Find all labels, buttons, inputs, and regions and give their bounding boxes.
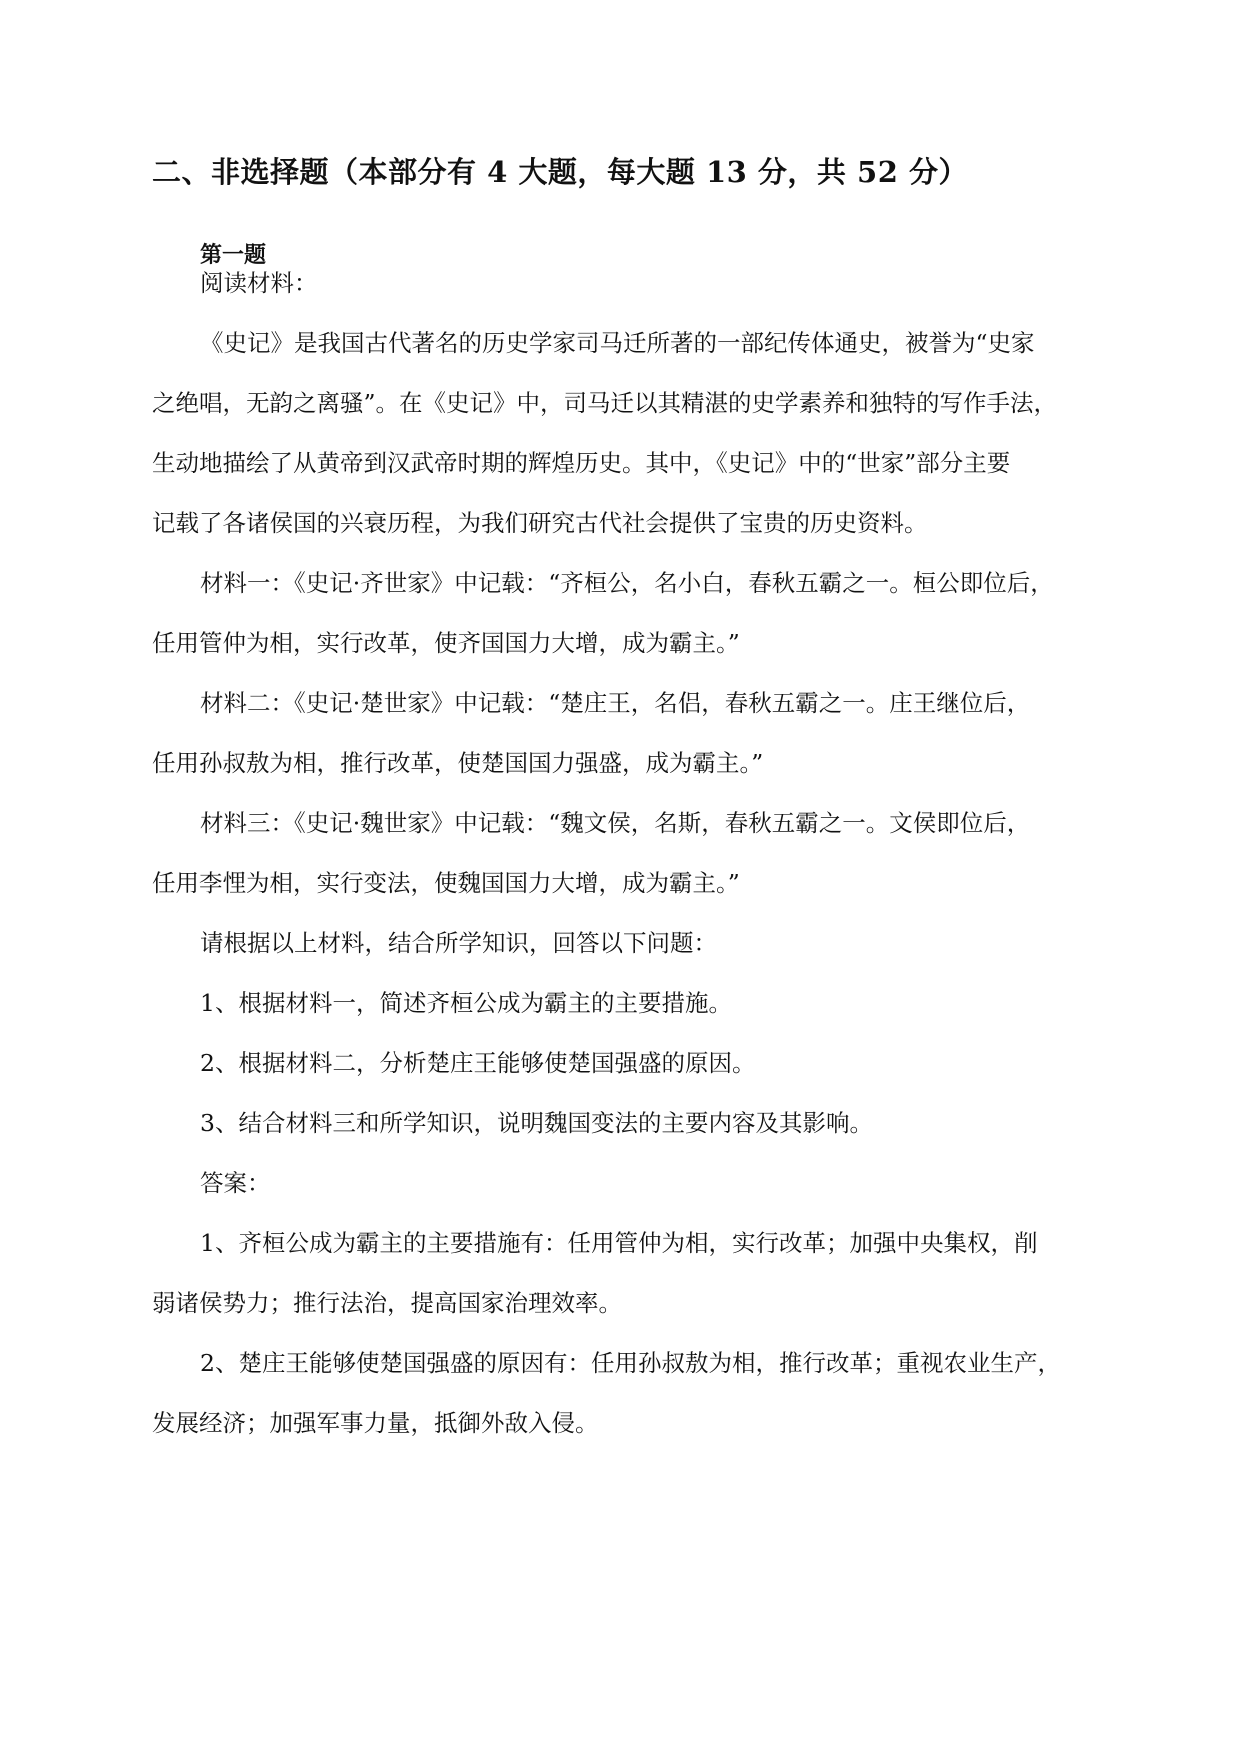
material-1-line: 材料一：《史记·齐世家》中记载：“齐桓公，名小白，春秋五霸之一。桓公即位后， bbox=[200, 569, 1054, 597]
intro-line: 之绝唱，无韵之离骚”。在《史记》中，司马迁以其精湛的史学素养和独特的写作手法， bbox=[152, 389, 1058, 417]
question-prompt: 请根据以上材料，结合所学知识，回答以下问题： bbox=[200, 929, 717, 957]
intro-line: 生动地描绘了从黄帝到汉武帝时期的辉煌历史。其中，《史记》中的“世家”部分主要 bbox=[152, 449, 1011, 477]
sub-question-2: 2、根据材料二，分析楚庄王能够使楚国强盛的原因。 bbox=[200, 1049, 756, 1077]
answer-2-line: 2、楚庄王能够使楚国强盛的原因有：任用孙叔敖为相，推行改革；重视农业生产， bbox=[200, 1349, 1061, 1377]
sub-question-3: 3、结合材料三和所学知识，说明魏国变法的主要内容及其影响。 bbox=[200, 1109, 873, 1137]
answer-label: 答案： bbox=[200, 1169, 271, 1197]
section-title: 二、非选择题（本部分有 4 大题，每大题 13 分，共 52 分） bbox=[152, 155, 968, 189]
material-2-line: 材料二：《史记·楚世家》中记载：“楚庄王，名侣，春秋五霸之一。庄王继位后， bbox=[200, 689, 1031, 717]
material-3-line: 材料三：《史记·魏世家》中记载：“魏文侯，名斯，春秋五霸之一。文侯即位后， bbox=[200, 809, 1031, 837]
question-title: 第一题 bbox=[200, 242, 267, 268]
reading-label: 阅读材料： bbox=[200, 269, 318, 297]
intro-line: 记载了各诸侯国的兴衰历程，为我们研究古代社会提供了宝贵的历史资料。 bbox=[152, 509, 928, 537]
intro-line: 《史记》是我国古代著名的历史学家司马迁所著的一部纪传体通史，被誉为“史家 bbox=[200, 329, 1035, 357]
answer-1-line: 1、齐桓公成为霸主的主要措施有：任用管仲为相，实行改革；加强中央集权，削 bbox=[200, 1229, 1038, 1257]
answer-2-line: 发展经济；加强军事力量，抵御外敌入侵。 bbox=[152, 1409, 599, 1437]
material-1-line: 任用管仲为相，实行改革，使齐国国力大增，成为霸主。” bbox=[152, 629, 740, 657]
sub-question-1: 1、根据材料一，简述齐桓公成为霸主的主要措施。 bbox=[200, 989, 732, 1017]
answer-1-line: 弱诸侯势力；推行法治，提高国家治理效率。 bbox=[152, 1289, 622, 1317]
material-3-line: 任用李悝为相，实行变法，使魏国国力大增，成为霸主。” bbox=[152, 869, 740, 897]
material-2-line: 任用孙叔敖为相，推行改革，使楚国国力强盛，成为霸主。” bbox=[152, 749, 764, 777]
